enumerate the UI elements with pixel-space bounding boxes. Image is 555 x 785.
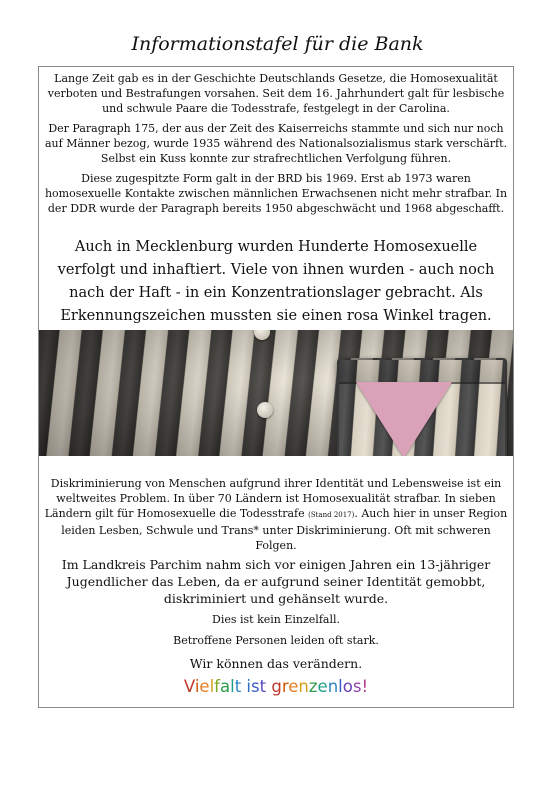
- slogan-letter: l: [209, 677, 215, 696]
- paragraph-suffering: Betroffene Personen leiden oft stark.: [173, 634, 379, 647]
- paragraph-175: Der Paragraph 175, der aus der Zeit des Kaiserreichs stammte und sich nur noch auf Männer bezog, wurde 1935 während des Nationalsozialismus stark verschärft. Selbst ein Kuss konnte zur strafrechtlichen Verfolgung führen.: [44, 122, 507, 165]
- slogan-letter: !: [361, 677, 369, 696]
- slogan-letter: l: [230, 677, 235, 696]
- paragraph-not-isolated: Dies ist kein Einzelfall.: [212, 613, 340, 626]
- discrimination-text-2: . Auch hier in unser Region leiden Lesben, Schwule und Trans* unter Diskriminierung. Oft mit schweren Folgen.: [61, 507, 508, 552]
- slogan-letter: i: [246, 677, 252, 696]
- slogan-letter: o: [342, 677, 353, 696]
- paragraph-change: Wir können das verändern.: [189, 656, 363, 671]
- uniform-button: [257, 402, 273, 418]
- slogan-letter: e: [199, 677, 210, 696]
- slogan-letter: t: [234, 677, 247, 696]
- slogan-letter: V: [183, 677, 195, 696]
- page-title: Informationstafel für die Bank: [131, 33, 424, 55]
- slogan: [44, 676, 508, 698]
- slogan-letter: t: [259, 677, 272, 696]
- slogan-letter: n: [327, 677, 339, 696]
- slogan-letter: a: [219, 677, 231, 696]
- slogan-letter: z: [308, 677, 318, 696]
- slogan-letter: l: [338, 677, 343, 696]
- slogan-letter: s: [352, 677, 362, 696]
- paragraph-brd-ddr: Diese zugespitzte Form galt in der BRD bis 1969. Erst ab 1973 waren homosexuelle Kontakte zwischen männlichen Erwachsenen nicht mehr strafbar. In der DDR wurde der Paragraph bereits 1950 abgeschwächt und 1968 abgeschafft.: [44, 172, 508, 215]
- uniform-photo: [39, 330, 513, 456]
- pink-triangle-icon: [356, 382, 452, 456]
- slogan-letter: f: [214, 677, 220, 696]
- slogan-letter: i: [194, 677, 200, 696]
- pocket-flap: [339, 360, 505, 384]
- slogan-letter: e: [317, 677, 328, 696]
- slogan-letter: g: [271, 677, 282, 696]
- status-note: (Stand 2017): [308, 511, 355, 519]
- slogan-letter: s: [251, 677, 260, 696]
- paragraph-discrimination: [44, 476, 508, 553]
- paragraph-history: Lange Zeit gab es in der Geschichte Deutschlands Gesetze, die Homosexualität verboten und Bestrafungen vorsahen. Seit dem 16. Jahrhundert galt für lesbische und schwule Paare die Todesstrafe, festgelegt in der Carolina.: [47, 72, 505, 115]
- highlight-paragraph: Auch in Mecklenburg wurden Hunderte Homosexuelle verfolgt und inhaftiert. Viele von ihnen wurden - auch noch nach der Haft - in ein Konzentrationslager gebracht. Als Erkennungszeichen mussten sie einen rosa Winkel tragen.: [57, 239, 495, 324]
- paragraph-parchim: Im Landkreis Parchim nahm sich vor einigen Jahren ein 13-jähriger Jugendlicher das Leben, da er aufgrund seiner Identität gemobbt, diskriminiert und gehänselt wurde.: [61, 557, 491, 606]
- slogan-letter: r: [281, 677, 289, 696]
- slogan-letter: e: [288, 677, 299, 696]
- slogan-letter: n: [298, 677, 309, 696]
- discrimination-text-1: Diskriminierung von Menschen aufgrund ihrer Identität und Lebensweise ist ein weltweites Problem. In über 70 Ländern ist Homosexualität strafbar. In sieben Ländern gilt für Homosexuelle die Todesstrafe: [44, 477, 502, 520]
